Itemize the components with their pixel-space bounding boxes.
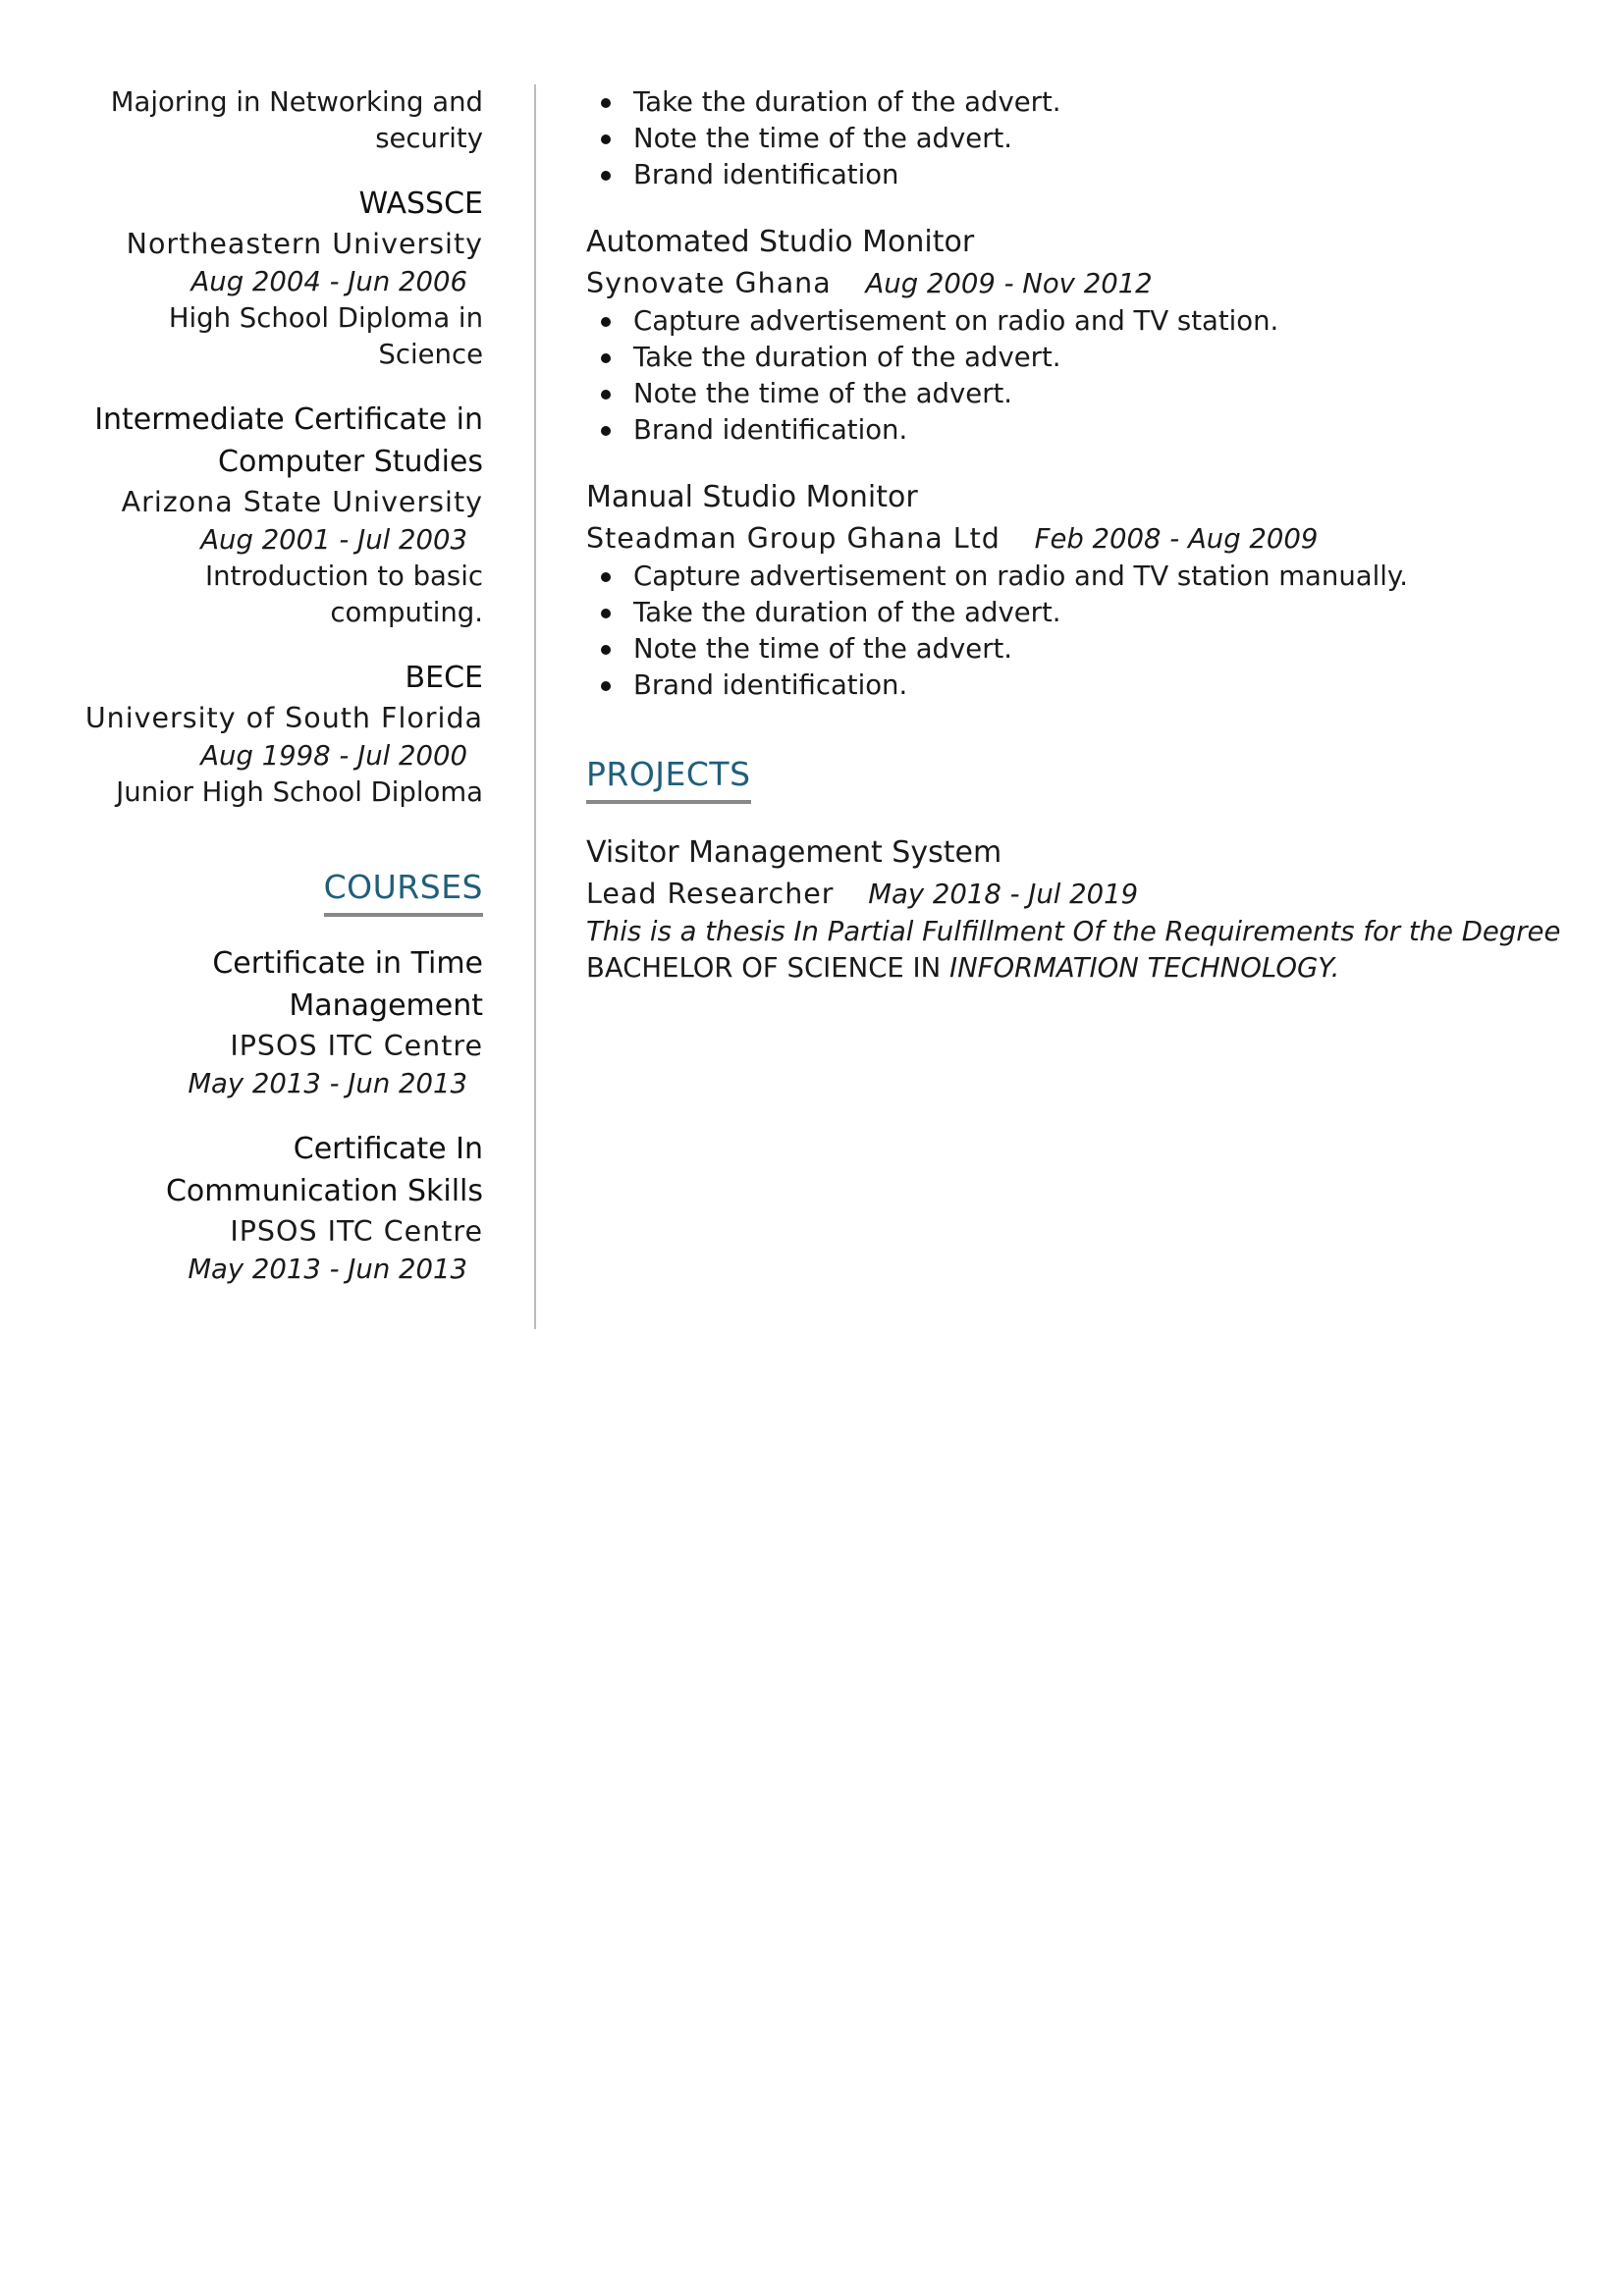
project-entry bbox=[586, 831, 1578, 987]
course-title: Certificate In Communication Skills bbox=[165, 1132, 483, 1208]
column-divider bbox=[534, 84, 536, 1329]
education-desc: High School Diploma in Science bbox=[168, 302, 483, 370]
course-entry bbox=[59, 942, 483, 1102]
project-desc-italic: This is a thesis In Partial Fulfillment Of the Requirements for the Degree bbox=[586, 916, 1561, 947]
job-bullets bbox=[586, 303, 1578, 449]
education-date: Aug 1998 - Jul 2000 bbox=[200, 740, 467, 772]
experience-entry bbox=[586, 476, 1578, 704]
courses-heading: COURSES bbox=[324, 866, 483, 917]
experience-continued-bullets bbox=[586, 84, 1578, 193]
bullet-item: Note the time of the advert. bbox=[586, 631, 1578, 667]
project-role: Lead Researcher bbox=[586, 878, 835, 910]
course-date: May 2013 - Jun 2013 bbox=[188, 1254, 467, 1285]
project-date: May 2018 - Jul 2019 bbox=[868, 879, 1139, 910]
course-entry bbox=[59, 1128, 483, 1288]
job-company: Steadman Group Ghana Ltd bbox=[586, 522, 1001, 555]
education-title: Intermediate Certificate in Computer Studies bbox=[94, 402, 483, 479]
education-date: Aug 2001 - Jul 2003 bbox=[200, 524, 467, 556]
education-entry bbox=[59, 399, 483, 631]
course-provider: IPSOS ITC Centre bbox=[230, 1215, 483, 1248]
project-title: Visitor Management System bbox=[586, 835, 1002, 870]
course-date: May 2013 - Jun 2013 bbox=[188, 1068, 467, 1099]
education-institution: Northeastern University bbox=[126, 228, 483, 260]
education-title: WASSCE bbox=[358, 187, 483, 221]
job-title: Manual Studio Monitor bbox=[586, 480, 918, 514]
education-continued-desc: Majoring in Networking and security bbox=[110, 86, 483, 154]
bullet-item: Brand identification. bbox=[586, 667, 1578, 704]
education-desc: Junior High School Diploma bbox=[116, 776, 483, 808]
bullet-item: Take the duration of the advert. bbox=[586, 84, 1578, 121]
bullet-item: Take the duration of the advert. bbox=[586, 340, 1578, 376]
project-desc-plain: BACHELOR OF SCIENCE IN bbox=[586, 952, 949, 984]
education-entry bbox=[59, 657, 483, 811]
education-title: BECE bbox=[405, 661, 483, 695]
education-entry bbox=[59, 183, 483, 373]
right-column bbox=[586, 84, 1578, 987]
course-title: Certificate in Time Management bbox=[212, 946, 483, 1023]
projects-heading: PROJECTS bbox=[586, 753, 751, 804]
education-desc: Introduction to basic computing. bbox=[204, 561, 483, 628]
education-date: Aug 2004 - Jun 2006 bbox=[190, 266, 467, 297]
bullet-item: Capture advertisement on radio and TV station manually. bbox=[586, 559, 1578, 595]
projects-section bbox=[586, 753, 1578, 987]
course-provider: IPSOS ITC Centre bbox=[230, 1030, 483, 1062]
education-institution: Arizona State University bbox=[121, 486, 483, 518]
education-institution: University of South Florida bbox=[84, 702, 483, 734]
bullet-item: Note the time of the advert. bbox=[586, 121, 1578, 157]
bullet-item: Take the duration of the advert. bbox=[586, 595, 1578, 631]
job-date: Aug 2009 - Nov 2012 bbox=[865, 268, 1153, 299]
project-desc-degree: INFORMATION TECHNOLOGY. bbox=[948, 952, 1340, 984]
job-meta bbox=[586, 264, 1578, 303]
project-meta bbox=[586, 875, 1578, 914]
project-description bbox=[586, 914, 1578, 987]
job-title: Automated Studio Monitor bbox=[586, 225, 975, 259]
experience-entry bbox=[586, 221, 1578, 449]
job-bullets bbox=[586, 559, 1578, 704]
bullet-item: Brand identification. bbox=[586, 412, 1578, 449]
bullet-item: Capture advertisement on radio and TV station. bbox=[586, 303, 1578, 340]
job-date: Feb 2008 - Aug 2009 bbox=[1034, 523, 1319, 555]
bullet-item: Note the time of the advert. bbox=[586, 376, 1578, 412]
job-meta bbox=[586, 519, 1578, 559]
job-company: Synovate Ghana bbox=[586, 267, 832, 299]
left-column bbox=[59, 84, 483, 1288]
bullet-item: Brand identification bbox=[586, 157, 1578, 193]
